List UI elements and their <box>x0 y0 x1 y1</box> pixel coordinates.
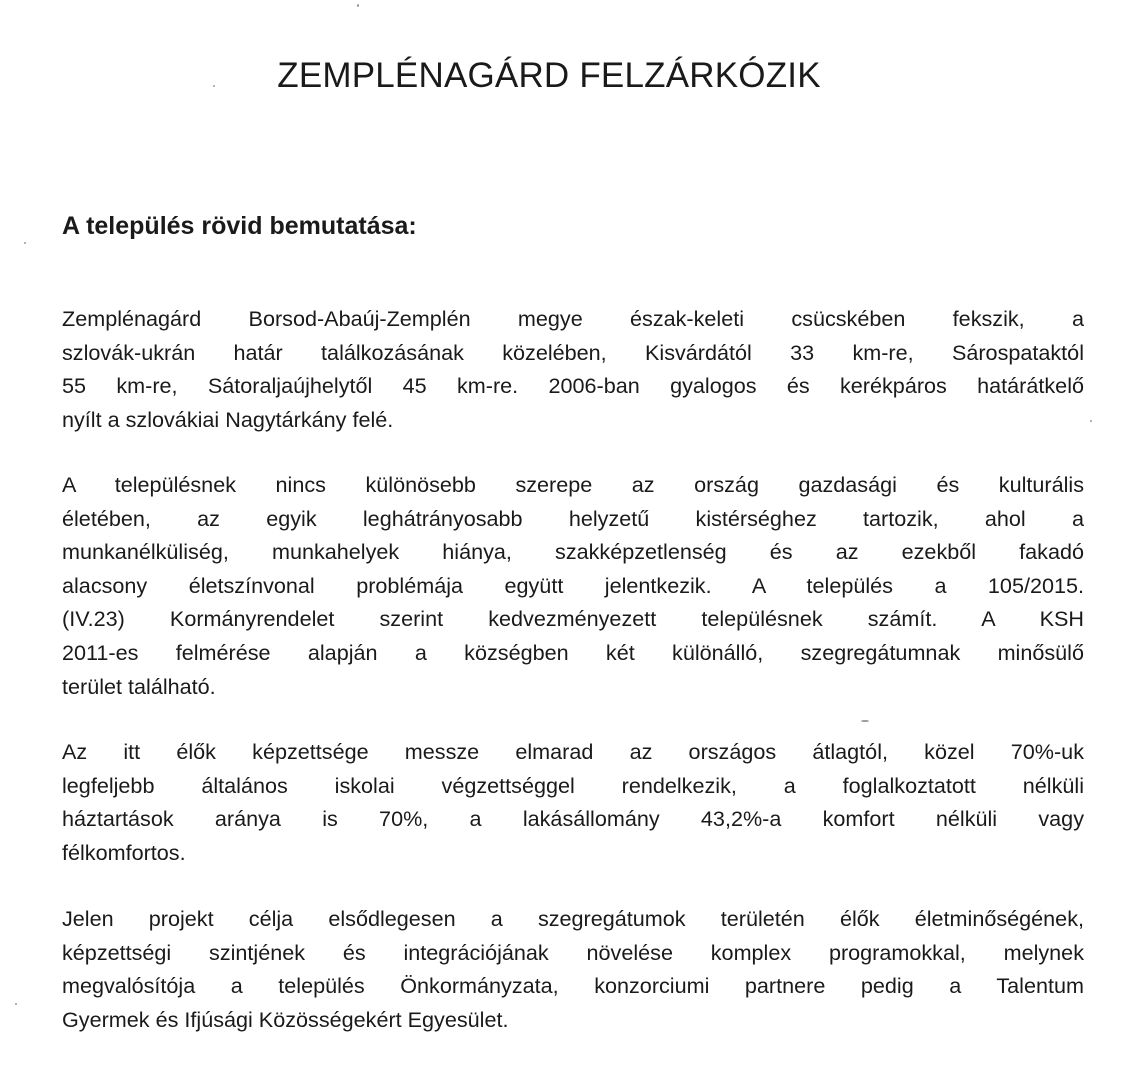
paragraph-line: munkanélküliség, munkahelyek hiánya, szakképzetlenség és az ezekből fakadó <box>62 539 1084 565</box>
paragraph-line: félkomfortos. <box>62 839 186 865</box>
paragraph-line: Jelen projekt célja elsődlegesen a szegregátumok területén élők életminőségének, <box>62 906 1084 931</box>
scan-speck <box>1090 420 1092 422</box>
paragraph-location <box>62 302 1084 436</box>
paragraph-line: szlovák-ukrán határ találkozásának közelében, Kisvárdától 33 km-re, Sárospataktól <box>62 339 1084 365</box>
document-title: ZEMPLÉNAGÁRD FELZÁRKÓZIK <box>277 56 821 95</box>
paragraph-line: Az itt élők képzettsége messze elmarad az országos átlagtól, közel 70%-uk <box>62 739 1084 764</box>
document-subtitle: A település rövid bemutatása: <box>62 212 417 240</box>
paragraph-line: (IV.23) Kormányrendelet szerint kedvezményezett településnek számít. A KSH <box>62 606 1084 632</box>
paragraph-line: alacsony életszínvonal problémája együtt jelentkezik. A település a 105/2015. <box>62 572 1084 598</box>
paragraph-line: Zemplénagárd Borsod-Abaúj-Zemplén megye észak-keleti csücskében fekszik, a <box>62 306 1084 331</box>
scan-speck <box>213 85 215 87</box>
paragraph-line: nyílt a szlovákiai Nagytárkány felé. <box>62 406 394 432</box>
paragraph-project <box>62 902 1084 1036</box>
scan-speck <box>15 1003 17 1005</box>
paragraph-line: életében, az egyik leghátrányosabb helyzetű kistérséghez tartozik, ahol a <box>62 505 1084 531</box>
paragraph-line: legfeljebb általános iskolai végzettséggel rendelkezik, a foglalkoztatott nélküli <box>62 772 1084 798</box>
paragraph-line: 55 km-re, Sátoraljaújhelytől 45 km-re. 2006-ban gyalogos és kerékpáros határátkelő <box>62 373 1084 399</box>
paragraph-line: terület található. <box>62 673 216 699</box>
scan-speck <box>357 4 359 7</box>
paragraph-line: 2011-es felmérése alapján a községben két különálló, szegregátumnak minősülő <box>62 639 1084 665</box>
scan-speck <box>24 242 26 244</box>
paragraph-line: Gyermek és Ifjúsági Közösségekért Egyesület. <box>62 1006 509 1032</box>
paragraph-economy <box>62 468 1084 703</box>
paragraph-line: képzettségi szintjének és integrációjának növelése komplex programokkal, melynek <box>62 939 1084 965</box>
scan-speck <box>861 720 869 722</box>
paragraph-line: A településnek nincs különösebb szerepe az ország gazdasági és kulturális <box>62 472 1084 497</box>
paragraph-education <box>62 735 1084 869</box>
paragraph-line: háztartások aránya is 70%, a lakásállomány 43,2%-a komfort nélküli vagy <box>62 806 1084 832</box>
paragraph-line: megvalósítója a település Önkormányzata, konzorciumi partnere pedig a Talentum <box>62 973 1084 999</box>
